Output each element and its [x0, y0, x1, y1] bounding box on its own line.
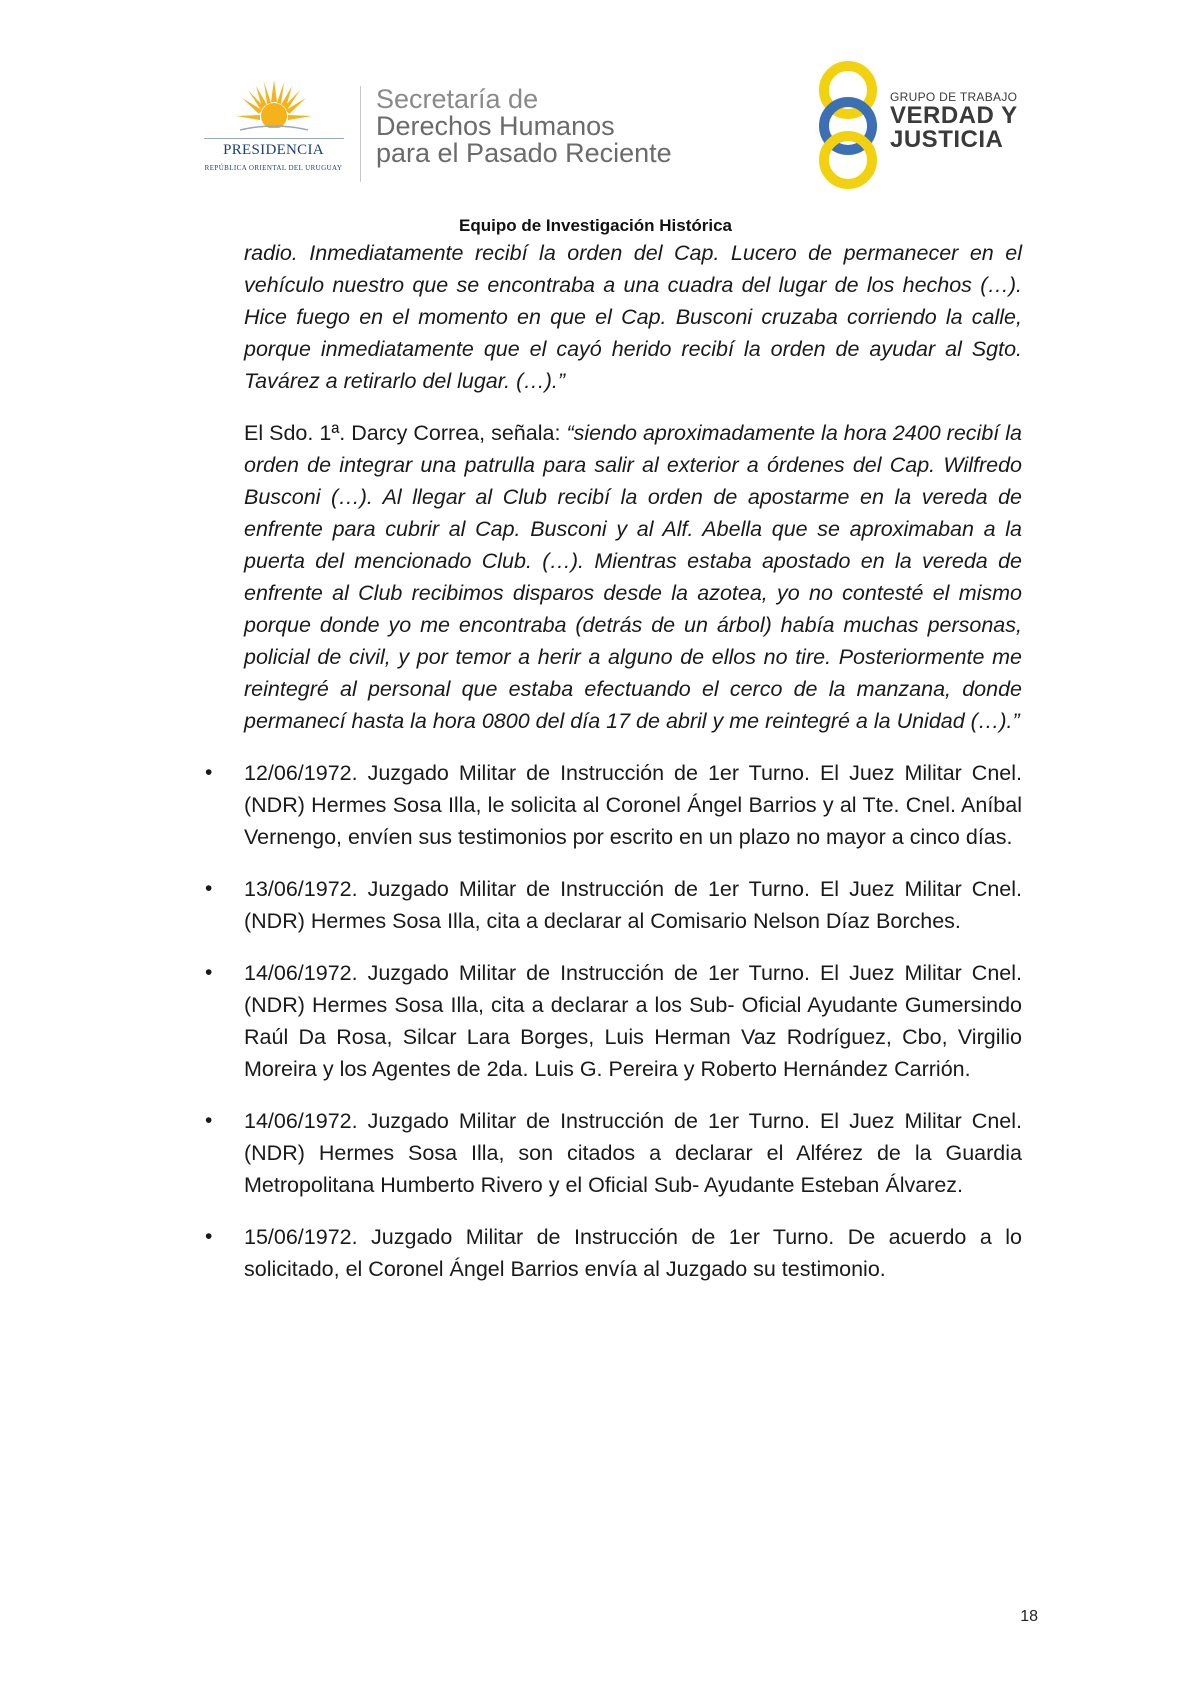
presidencia-logo [196, 78, 351, 178]
rings-emblem-icon [810, 60, 890, 190]
gtvj-line-2: VERDAD Y [890, 102, 1018, 129]
list-item-text: 15/06/1972. Juzgado Militar de Instrucción de 1er Turno. De acuerdo a lo solicitado, el Coronel Ángel Barrios envía al Juzgado su testimonio. [244, 1225, 1022, 1281]
list-item-text: 14/06/1972. Juzgado Militar de Instrucción de 1er Turno. El Juez Militar Cnel. (NDR) Hermes Sosa Illa, cita a declarar a los Sub- Oficial Ayudante Gumersindo Raúl Da Rosa, Silcar Lara Borges, Luis Herman Vaz Rodríguez, Cbo, Virgilio Moreira y los Agentes de 2da. Luis G. Pereira y Roberto Hernández Carrión. [244, 961, 1022, 1081]
list-item-text: 12/06/1972. Juzgado Militar de Instrucción de 1er Turno. El Juez Militar Cnel. (NDR) Hermes Sosa Illa, le solicita al Coronel Ángel Barrios y al Tte. Cnel. Aníbal Vernengo, envíen sus testimonios por escrito en un plazo no mayor a cinco días. [244, 761, 1022, 849]
bullet-icon: • [205, 1225, 213, 1248]
list-item [205, 757, 1022, 853]
list-item [205, 1221, 1022, 1285]
bullet-icon: • [205, 961, 213, 984]
bullet-icon: • [205, 1109, 213, 1132]
grupo-trabajo-logo [810, 60, 1040, 190]
gtvj-line-3: JUSTICIA [890, 126, 1004, 153]
bullet-icon: • [205, 877, 213, 900]
sun-emblem-icon [236, 78, 312, 140]
document-body [205, 237, 1022, 1285]
list-item-text: 14/06/1972. Juzgado Militar de Instrucción de 1er Turno. El Juez Militar Cnel. (NDR) Hermes Sosa Illa, son citados a declarar el Alférez de la Guardia Metropolitana Humberto Rivero y el Oficial Sub- Ayudante Esteban Álvarez. [244, 1109, 1022, 1197]
list-item [205, 1105, 1022, 1201]
secretaria-title [376, 86, 672, 167]
grupo-trabajo-text [890, 90, 1018, 152]
quote-paragraph-2 [244, 417, 1022, 737]
quote-text: “siendo aproximadamente la hora 2400 recibí la orden de integrar una patrulla para salir al exterior a órdenes del Cap. Wilfredo Busconi (…). Al llegar al Club recibí la orden de apostarme en la vereda de enfrente para cubrir al Cap. Busconi y al Alf. Abella que se aproximaban a la puerta del mencionado Club. (…). Mientras estaba apostado en la vereda de enfrente al Club recibimos disparos desde la azotea, yo no contesté el mismo porque donde yo me encontraba (detrás de un árbol) había muchas personas, policial de civil, y por temor a herir a alguno de ellos no tire. Posteriormente me reintegré al personal que estaba efectuando el cerco de la manzana, donde permanecí hasta la hora 0800 del día 17 de abril y me reintegré a la Unidad (…).” [244, 421, 1022, 733]
header-divider [360, 86, 361, 182]
secretaria-line-3: para el Pasado Reciente [376, 138, 672, 168]
quote-paragraph-1: radio. Inmediatamente recibí la orden del Cap. Lucero de permanecer en el vehículo nuestro que se encontraba a una cuadra del lugar de los hechos (…). Hice fuego en el momento en que el Cap. Busconi cruzaba corriendo la calle, porque inmediatamente que el cayó herido recibí la orden de ayudar al Sgto. Tavárez a retirarlo del lugar. (…).” [244, 241, 1022, 393]
presidencia-subtitle: REPÚBLICA ORIENTAL DEL URUGUAY [204, 164, 343, 172]
page-number: 18 [1020, 1608, 1038, 1625]
quote-intro: El Sdo. 1ª. Darcy Correa, señala: [244, 421, 567, 445]
list-item [205, 957, 1022, 1085]
list-item [205, 873, 1022, 937]
presidencia-name: PRESIDENCIA [223, 142, 324, 158]
secretaria-line-1: Secretaría de [376, 84, 539, 114]
team-title: Equipo de Investigación Histórica [459, 216, 732, 235]
presidencia-divider [204, 138, 344, 139]
gtvj-line-1: GRUPO DE TRABAJO [890, 90, 1018, 104]
secretaria-line-2: Derechos Humanos [376, 111, 615, 141]
page-header [0, 0, 1191, 230]
list-item-text: 13/06/1972. Juzgado Militar de Instrucción de 1er Turno. El Juez Militar Cnel. (NDR) Hermes Sosa Illa, cita a declarar al Comisario Nelson Díaz Borches. [244, 877, 1022, 933]
bullet-icon: • [205, 761, 213, 784]
